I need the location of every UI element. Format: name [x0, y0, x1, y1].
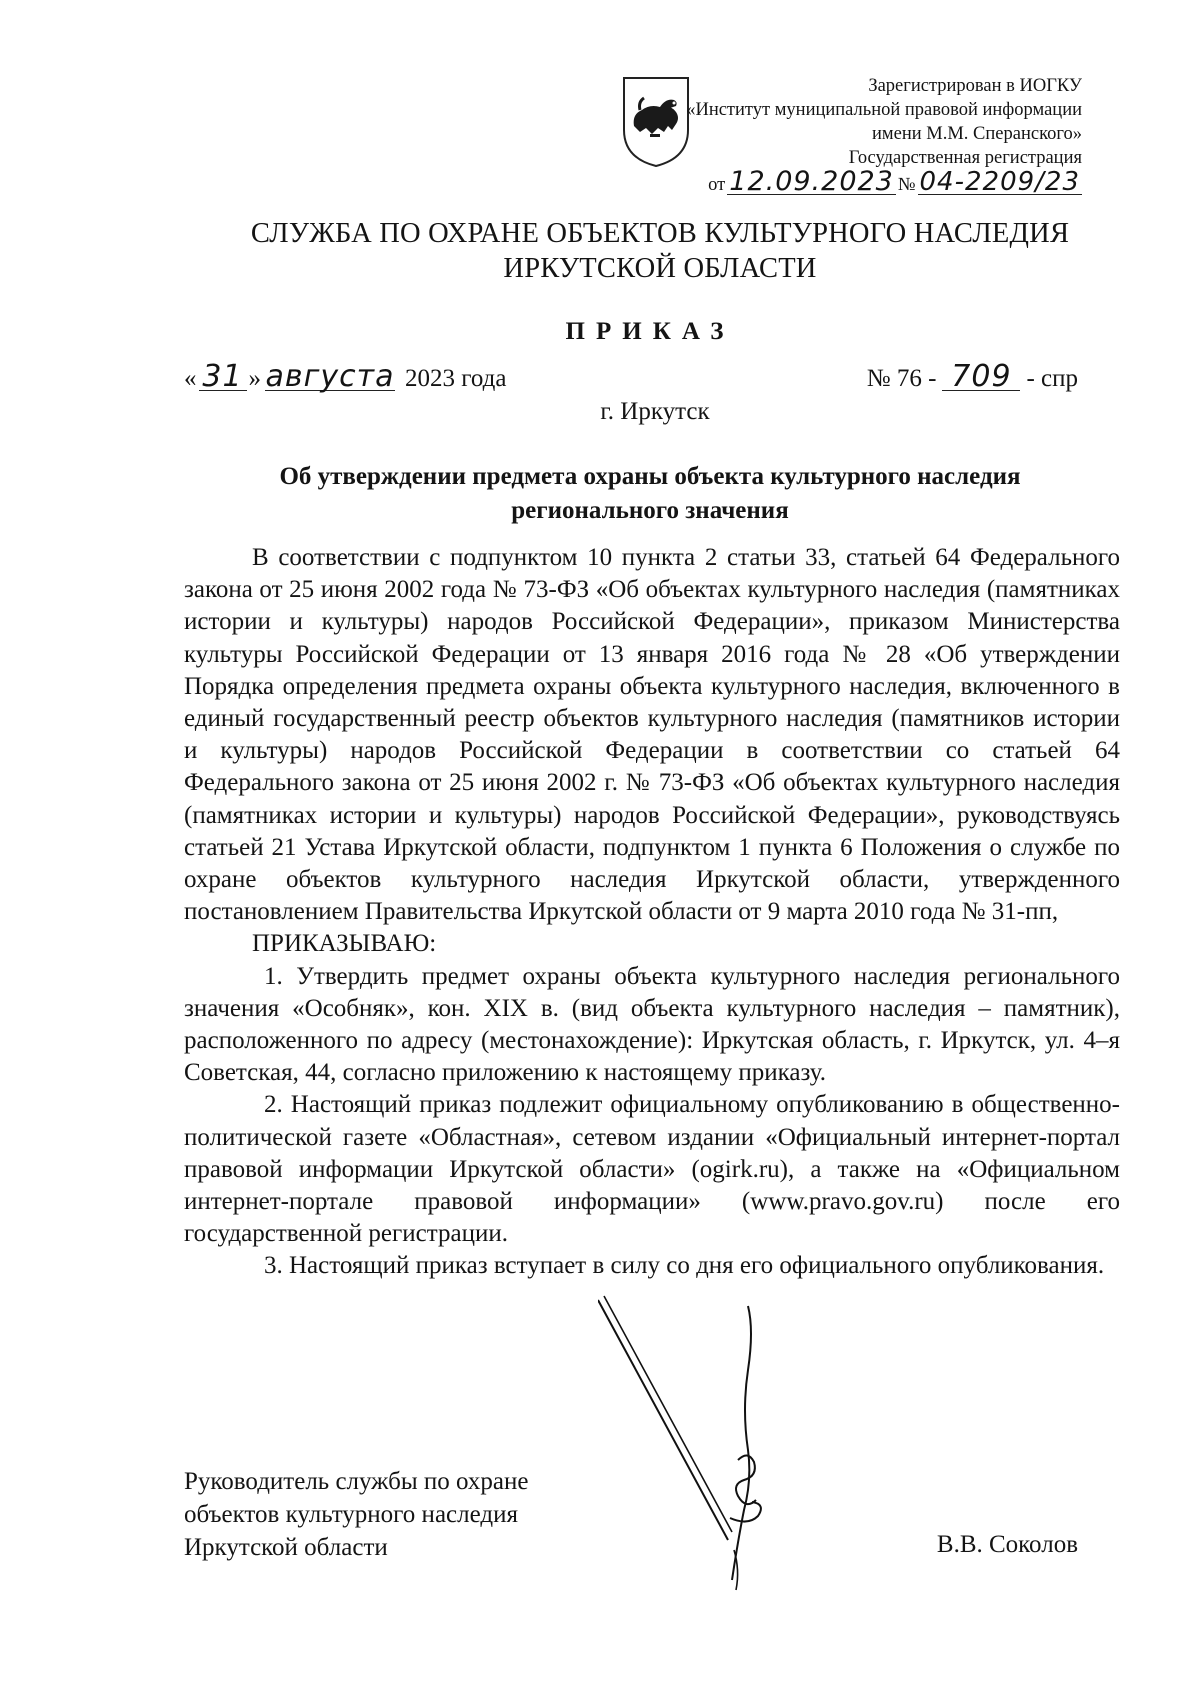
agency-name-line-1: СЛУЖБА ПО ОХРАНЕ ОБЪЕКТОВ КУЛЬТУРНОГО НАСЛЕДИЯ: [250, 218, 1070, 249]
registration-from-label: от: [708, 175, 726, 195]
document-type: ПРИКАЗ: [565, 318, 735, 345]
registration-number-row: [612, 166, 1082, 197]
registration-stamp: [612, 74, 1082, 197]
document-title-line-2: регионального значения: [511, 497, 789, 524]
order-item-2: 2. Настоящий приказ подлежит официальному опубликованию в общественно-политической газете «Областная», сетевом издании «Официальный интернет-портал правовой информации Иркутской области» (ogirk.ru), а также на «Официальном интернет-портале правовой информации» (www.pravo.gov.ru) после его государственной регистрации.: [184, 1091, 1120, 1248]
signatory-position-line-3: Иркутской области: [184, 1534, 388, 1561]
preamble-paragraph: В соответствии с подпунктом 10 пункта 2 статьи 33, статьей 64 Федерального закона от 25 июня 2002 года № 73-ФЗ «Об объектах культурного наследия (памятниках истории и культуры) народов Российской Федерации», приказом Министерства культуры Российской Федерации от 13 января 2016 года № 28 «Об утверждении Порядка определения предмета охраны объекта культурного наследия, включенного в единый государственный реестр объектов культурного наследия (памятников истории и культуры) народов Российской Федерации в соответствии со статьей 64 Федерального закона от 25 июня 2002 г. № 73-ФЗ «Об объектах культурного наследия (памятниках истории и культуры) народов Российской Федерации», руководствуясь статьей 21 Устава Иркутской области, подпунктом 1 пункта 6 Положения о службе по охране объектов культурного наследия Иркутской области, утвержденного постановлением Правительства Иркутской области от 9 марта 2010 года № 31-пп,: [184, 544, 1120, 926]
order-number-suffix: - спр: [1026, 365, 1078, 392]
registration-line-1: Зарегистрирован в ИОГКУ: [868, 76, 1082, 96]
registration-line-2: «Институт муниципальной правовой информации: [686, 100, 1082, 120]
order-number-prefix: № 76 -: [866, 365, 937, 392]
order-word: ПРИКАЗЫВАЮ:: [252, 930, 437, 958]
date-year: 2023 года: [405, 365, 507, 392]
document-body: [184, 542, 1120, 1283]
registration-line-3: имени М.М. Сперанского»: [872, 124, 1082, 144]
date-month-handwritten: августа: [265, 359, 395, 394]
date-day-handwritten: 31: [199, 364, 247, 391]
handwritten-signature: [598, 1290, 828, 1610]
document-title-line-1: Об утверждении предмета охраны объекта культурного наследия: [279, 463, 1021, 490]
agency-name-line-2: ИРКУТСКОЙ ОБЛАСТИ: [503, 253, 817, 284]
registration-line-4: Государственная регистрация: [848, 148, 1082, 168]
date-close-quote: »: [248, 365, 261, 392]
order-number: [866, 359, 1078, 394]
document-title: [180, 460, 1120, 528]
signatory-position-line-1: Руководитель службы по охране: [184, 1468, 529, 1495]
agency-name: [160, 216, 1160, 286]
order-item-3: 3. Настоящий приказ вступает в силу со дня его официального опубликования.: [264, 1252, 1105, 1280]
registration-number-handwritten: 04-2209/23: [919, 167, 1080, 197]
registration-no-label: №: [897, 175, 916, 195]
order-date: [184, 359, 507, 394]
order-number-handwritten: 709: [942, 364, 1020, 391]
signatory-position-line-2: объектов культурного наследия: [184, 1501, 518, 1528]
city: г. Иркутск: [600, 398, 710, 425]
date-open-quote: «: [184, 365, 197, 392]
signatory-name: В.В. Соколов: [936, 1531, 1078, 1558]
registration-date-handwritten: 12.09.2023: [729, 166, 894, 197]
signatory-position: [184, 1465, 528, 1564]
order-item-1: 1. Утвердить предмет охраны объекта культурного наследия регионального значения «Особняк», кон. XIX в. (вид объекта культурного наследия – памятник), расположенного по адресу (местонахождение): Иркутская область, г. Иркутск, ул. 4–я Советская, 44, согласно приложению к настоящему приказу.: [184, 962, 1120, 1087]
